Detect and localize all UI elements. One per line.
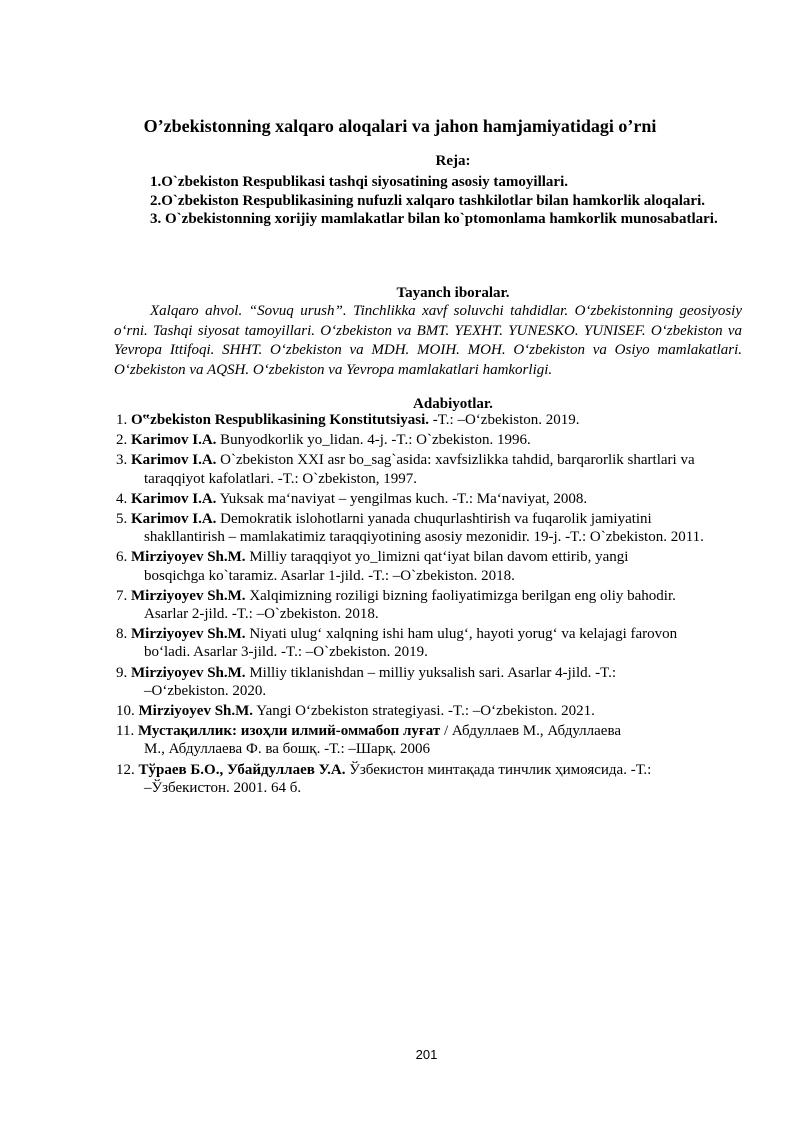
reference-author: Тўраев Б.О., Убайдуллаев У.А. [138,761,346,778]
page-number: 201 [415,1047,438,1062]
reference-author: Mirziyoyev Sh.M. [138,703,254,720]
reference-text: Milliy taraqqiyot yo_limizni qat‘iyat bilan davom ettirib, yangi [245,549,629,566]
reference-continuation: bo‘ladi. Asarlar 3-jild. -T.: –O`zbekiston. 2019. [144,644,428,661]
references-heading: Adabiyotlar. [413,396,493,412]
references-list [116,411,738,799]
reference-text: Milliy tiklanishdan – milliy yuksalish sari. Asarlar 4-jild. -T.: [245,664,617,681]
reference-author: Mirziyoyev Sh.M. [131,587,246,604]
reference-continuation: taraqqiyot kafolatlari. -T.: O`zbekiston, 1997. [144,470,417,487]
reference-continuation: М., Абдуллаева Ф. ва бошқ. -Т.: –Шарқ. 2006 [144,741,430,758]
reference-number: 8. [116,626,128,643]
reference-item [116,664,738,700]
reference-author: Mirziyoyev Sh.M. [131,626,246,643]
reference-author: Karimov I.A. [131,432,217,449]
keywords-heading: Tayanch iboralar. [396,285,510,301]
reference-item [116,722,738,758]
reference-number: 3. [116,452,128,469]
reference-continuation: Asarlar 2-jild. -T.: –O`zbekiston. 2018. [144,606,379,623]
reference-item [116,451,738,487]
plan-item: 3. O`zbekistonning xorijiy mamlakatlar bilan ko`ptomonlama hamkorlik munosabatlari. [150,211,718,227]
reference-author: Karimov I.A. [131,452,217,469]
reference-author: Karimov I.A. [131,490,217,507]
reference-author: Mirziyoyev Sh.M. [131,549,246,566]
reference-number: 4. [116,490,128,507]
reference-text: Niyati ulug‘ xalqning ishi ham ulug‘, hayoti yorug‘ va kelajagi farovon [245,626,678,643]
reference-text: Yangi O‘zbekiston strategiyasi. -T.: –O‘zbekiston. 2021. [253,703,595,720]
reference-continuation: –O‘zbekiston. 2020. [144,682,267,699]
reference-continuation: shakllantirish – mamlakatimiz taraqqiyotining asosiy mezonidir. 19-j. -T.: O`zbekiston. 2011. [144,529,704,546]
reference-author: O‟zbekiston Respublikasining Konstitutsiyasi. [131,412,430,428]
reference-text: Demokratik islohotlarni yanada chuqurlashtirish va fuqarolik jamiyatini [216,511,652,528]
plan-heading: Reja: [435,153,471,169]
reference-number: 7. [116,587,128,604]
reference-item [116,411,738,429]
reference-text: Bunyodkorlik yo_lidan. 4-j. -T.: O`zbekiston. 1996. [216,432,531,449]
reference-text: Yuksak ma‘naviyat – yengilmas kuch. -T.: Ma‘naviyat, 2008. [216,490,588,507]
reference-continuation: bosqichga ko`taramiz. Asarlar 1-jild. -T.: –O`zbekiston. 2018. [144,567,515,584]
reference-item [116,702,738,720]
reference-item [116,625,738,661]
reference-number: 5. [116,511,128,528]
reference-continuation: –Ўзбекистон. 2001. 64 б. [144,779,302,796]
reference-number: 12. [116,761,135,778]
reference-item [116,761,738,797]
keywords-text: Xalqaro ahvol. “Sovuq urush”. Tinchlikka xavf soluvchi tahdidlar. O‘zbekistonning geosiyosiy o‘rni. Tashqi siyosat tamoyillari. O‘zbekiston va BMT. YEXHT. YUNESKO. YUNISEF. O‘zbekiston va Yevropa Ittifoqi. SHHT. O‘zbekiston va MDH. MOIH. MOH. O‘zbekiston va Osiyo mamlakatlari. O‘zbekiston va AQSH. O‘zbekiston va Yevropa mamlakatlari hamkorligi. [114,303,742,378]
reference-text: / Абдуллаев М., Абдуллаева [440,723,622,740]
reference-item [116,431,738,449]
reference-author: Мустақиллик: изоҳли илмий-оммабоп луғат [137,723,441,740]
reference-number: 10. [116,703,135,720]
reference-number: 9. [116,664,128,681]
reference-number: 2. [116,432,128,449]
reference-item [116,490,738,508]
reference-author: Karimov I.A. [131,511,217,528]
reference-number: 1. [116,412,128,428]
page-title: O’zbekistonning xalqaro aloqalari va jahon hamjamiyatidagi o’rni [143,116,657,136]
reference-text: Xalqimizning roziligi bizning faoliyatimizga berilgan eng oliy bahodir. [245,587,676,604]
reference-item [116,587,738,623]
reference-text: Ўзбекистон минтақада тинчлик ҳимоясида. -Т.: [345,761,652,778]
reference-number: 11. [116,723,135,740]
reference-author: Mirziyoyev Sh.M. [131,664,246,681]
plan-item: 2.O`zbekiston Respublikasining nufuzli xalqaro tashkilotlar bilan hamkorlik aloqalari. [150,192,705,209]
reference-number: 6. [116,549,128,566]
reference-text: -T.: –O‘zbekiston. 2019. [429,412,580,428]
plan-item: 1.O`zbekiston Respublikasi tashqi siyosatining asosiy tamoyillari. [150,174,568,190]
plan-list [114,173,742,229]
reference-item [116,510,738,546]
reference-item [116,548,738,584]
reference-text: O`zbekiston XXI asr bo_sag`asida: xavfsizlikka tahdid, barqarorlik shartlari va [216,452,695,469]
